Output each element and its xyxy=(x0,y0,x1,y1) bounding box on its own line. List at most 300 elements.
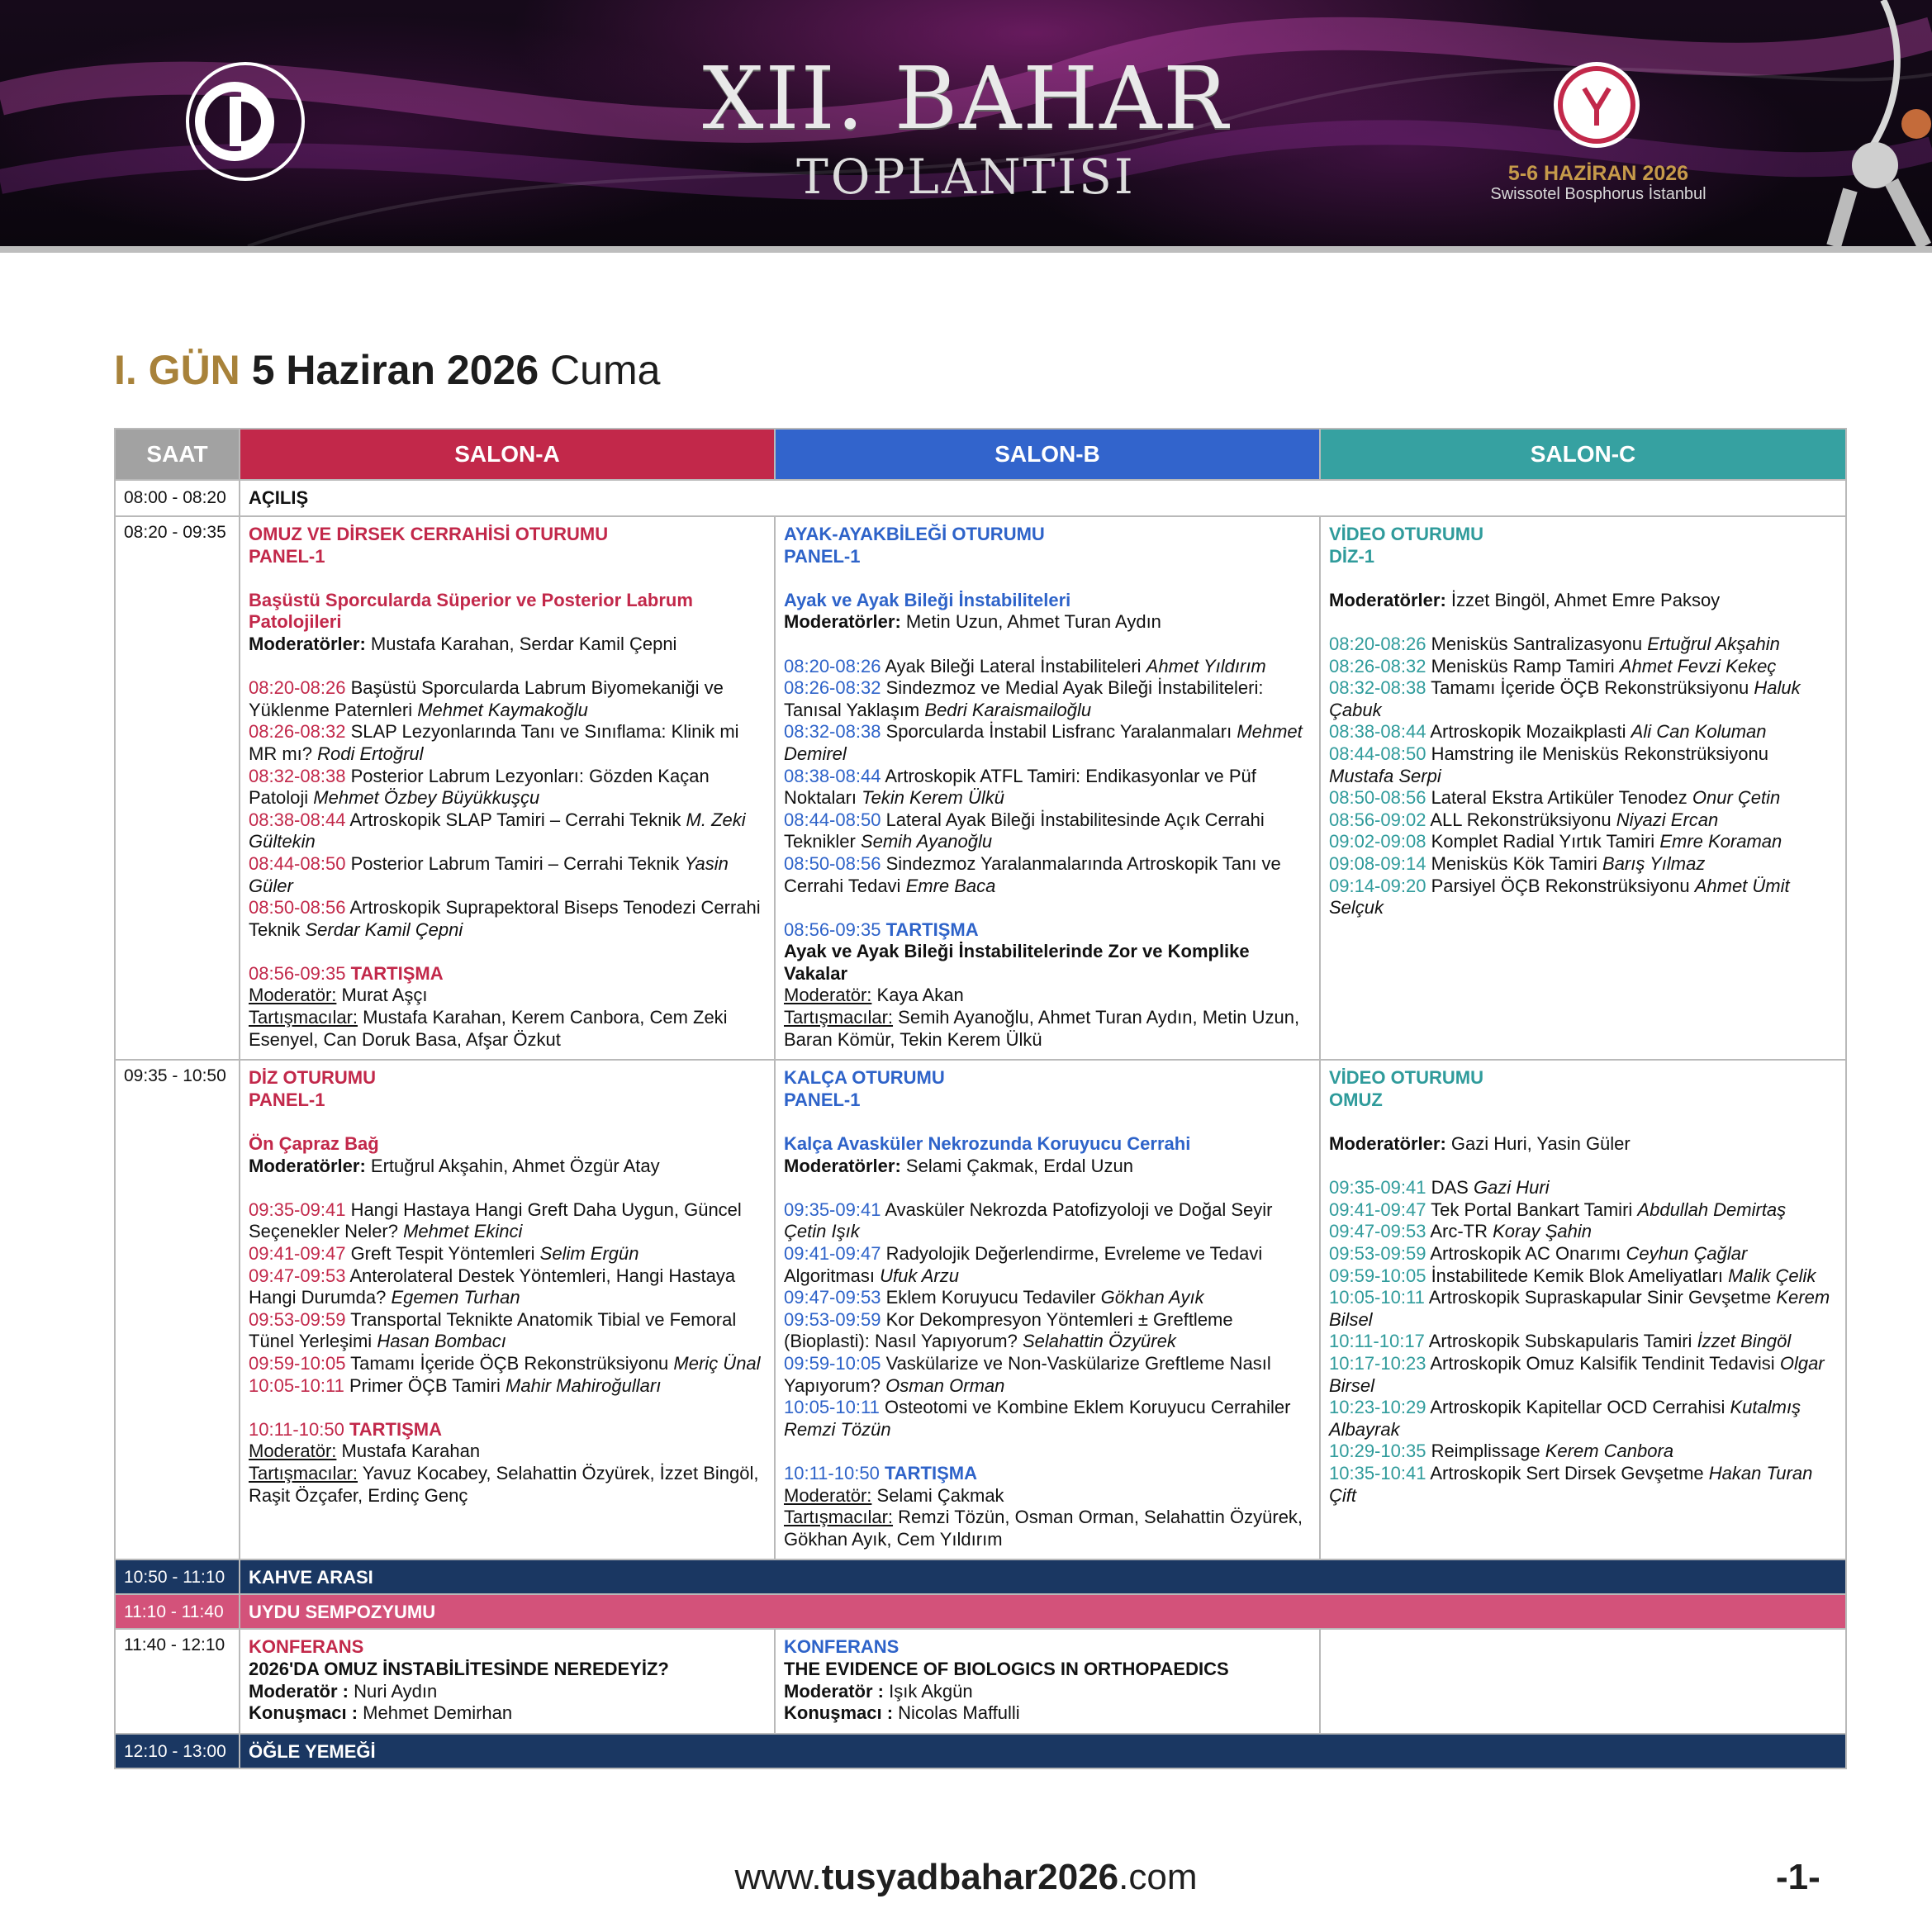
talk-time: 08:20-08:26 xyxy=(784,655,881,676)
talk-speaker: Bedri Karaismailoğlu xyxy=(924,699,1092,720)
talk-speaker: Mahir Mahiroğulları xyxy=(506,1374,662,1396)
talk-time: 09:35-09:41 xyxy=(249,1199,346,1220)
block1-salon-a-cell xyxy=(240,516,775,1060)
talk-time: 08:50-08:56 xyxy=(1329,787,1426,809)
talk-item xyxy=(1329,831,1837,853)
moderator-name: Kaya Akan xyxy=(876,985,964,1006)
talk-time: 10:05-10:11 xyxy=(784,1397,880,1418)
talk-time: 10:17-10:23 xyxy=(1329,1352,1426,1374)
panelists-label: Tartışmacılar: xyxy=(784,1007,894,1028)
konferans-salon-c-cell xyxy=(1320,1629,1846,1733)
session-moderators xyxy=(1329,1133,1837,1156)
talk-time: 09:02-09:08 xyxy=(1329,831,1426,852)
talk-title: Lateral Ekstra Artiküler Tenodez xyxy=(1431,787,1688,809)
discussion-panelists xyxy=(249,1463,766,1507)
moderator-name: Nuri Aydın xyxy=(354,1680,438,1702)
talk-item xyxy=(784,1199,1311,1243)
talk-item xyxy=(249,1375,766,1398)
talk-speaker: Ufuk Arzu xyxy=(880,1265,959,1286)
talk-time: 09:35-09:41 xyxy=(1329,1177,1426,1199)
talk-title: Artroskopik Subskapularis Tamiri xyxy=(1428,1331,1692,1352)
talk-title: Artroskopik Mozaikplasti xyxy=(1430,721,1626,743)
talk-title: Hangi Hastaya Hangi Greft Daha Uygun, Güncel Seçenekler Neler? xyxy=(249,1199,742,1242)
talk-time: 09:53-09:59 xyxy=(1329,1243,1426,1264)
talk-title: Sporcularda İnstabil Lisfranc Yaralanmaları xyxy=(885,721,1232,743)
talk-speaker: Meriç Ünal xyxy=(673,1352,761,1374)
talk-title: Arc-TR xyxy=(1430,1221,1488,1242)
talk-title: Avasküler Nekrozda Patofizyoloji ve Doğal Seyir xyxy=(885,1199,1273,1220)
talk-time: 09:41-09:47 xyxy=(249,1243,346,1264)
talk-time: 09:35-09:41 xyxy=(784,1199,881,1220)
talk-time: 08:38-08:44 xyxy=(1329,721,1426,743)
talk-title: Hamstring ile Menisküs Rekonstrüksiyonu xyxy=(1431,743,1768,764)
talk-title: SLAP Lezyonlarında Tanı ve Sınıflama: Klinik mi MR mı? xyxy=(249,721,739,764)
talk-time: 08:26-08:32 xyxy=(784,677,881,699)
event-date: 5-6 HAZİRAN 2026 xyxy=(1507,162,1689,185)
konferans-title: 2026'DA OMUZ İNSTABİLİTESİNDE NEREDEYİZ? xyxy=(249,1658,669,1679)
discussion-moderator xyxy=(249,985,766,1007)
talk-time: 08:56-09:02 xyxy=(1329,809,1426,830)
session-panel: PANEL-1 xyxy=(784,1089,861,1110)
speaker-label: Konuşmacı : xyxy=(784,1702,894,1724)
talk-item xyxy=(1329,677,1837,721)
talk-speaker: Osman Orman xyxy=(885,1374,1005,1396)
talk-time: 09:08-09:14 xyxy=(1329,852,1426,874)
panelists-names: Semih Ayanoğlu, Ahmet Turan Aydın, Metin Uzun, Baran Kömür, Tekin Kerem Ülkü xyxy=(784,1007,1300,1050)
block2-salon-a-cell xyxy=(240,1060,775,1559)
row-kahve-arasi xyxy=(115,1559,1846,1594)
panelists-label: Tartışmacılar: xyxy=(249,1462,358,1483)
session-title: VİDEO OTURUMU xyxy=(1329,524,1483,544)
spacer xyxy=(784,634,1311,656)
talk-item xyxy=(249,809,766,853)
discussion-heading xyxy=(784,1463,1311,1485)
talk-item xyxy=(1329,656,1837,678)
header-salon-a: SALON-A xyxy=(240,429,775,480)
talk-time: 08:50-08:56 xyxy=(249,897,346,919)
talk-time: 08:38-08:44 xyxy=(784,765,881,786)
panelists-label: Tartışmacılar: xyxy=(249,1007,358,1028)
konferans-speaker xyxy=(784,1702,1311,1725)
session-title: DİZ OTURUMU xyxy=(249,1067,376,1089)
time-cell: 11:10 - 11:40 xyxy=(115,1594,240,1629)
schedule-table xyxy=(114,428,1847,1769)
moderator-label: Moderatör: xyxy=(784,1484,872,1506)
talk-item xyxy=(249,721,766,765)
talk-time: 09:59-10:05 xyxy=(784,1352,881,1374)
talk-time: 08:20-08:26 xyxy=(1329,633,1426,654)
moderator-label: Moderatör : xyxy=(784,1680,884,1702)
talk-item xyxy=(784,1287,1311,1309)
talk-title: Tamamı İçeride ÖÇB Rekonstrüksiyonu xyxy=(350,1352,669,1374)
talk-speaker: Ceyhun Çağlar xyxy=(1626,1243,1748,1264)
spacer xyxy=(249,1177,766,1199)
day-number: I. GÜN xyxy=(114,347,240,393)
spacer xyxy=(249,941,766,963)
talk-title: Reimplissage xyxy=(1431,1441,1540,1462)
row-uydu-sempozyumu xyxy=(115,1594,1846,1629)
talk-speaker: Emre Baca xyxy=(905,875,996,896)
session-moderators xyxy=(249,634,766,656)
konferans-moderator xyxy=(249,1681,766,1703)
talk-title: Artroskopik Kapitellar OCD Cerrahisi xyxy=(1430,1397,1726,1418)
talk-time: 08:44-08:50 xyxy=(249,852,346,874)
talk-speaker: Kerem Bilsel xyxy=(1329,1287,1830,1330)
session-topic: Başüstü Sporcularda Süperior ve Posterior Labrum Patolojileri xyxy=(249,589,693,633)
talk-time: 09:47-09:53 xyxy=(784,1287,881,1308)
talk-item xyxy=(1329,1287,1837,1331)
speaker-name: Nicolas Maffulli xyxy=(898,1702,1020,1724)
moderators-label: Moderatörler: xyxy=(1329,1133,1446,1155)
talk-item xyxy=(1329,787,1837,809)
talk-time: 08:50-08:56 xyxy=(784,852,881,874)
talk-title: Artroskopik Supraskapular Sinir Gevşetme xyxy=(1428,1287,1772,1308)
talk-time: 09:53-09:59 xyxy=(784,1308,881,1330)
acilis-label: AÇILIŞ xyxy=(240,480,1846,516)
discussion-label: TARTIŞMA xyxy=(884,1462,977,1483)
talk-title: Artroskopik Suprapektoral Biseps Tenodezi Cerrahi Teknik xyxy=(249,897,761,940)
panelists-label: Tartışmacılar: xyxy=(784,1507,894,1528)
spacer xyxy=(1329,567,1837,590)
row-block1 xyxy=(115,516,1846,1060)
session-moderators xyxy=(784,611,1311,634)
talk-title: Lateral Ayak Bileği İnstabilitesinde Açık Cerrahi Teknikler xyxy=(784,809,1265,852)
talk-speaker: Semih Ayanoğlu xyxy=(860,831,993,852)
session-title: AYAK-AYAKBİLEĞİ OTURUMU xyxy=(784,524,1045,544)
talk-speaker: Onur Çetin xyxy=(1692,787,1781,809)
discussion-panelists xyxy=(784,1507,1311,1550)
talk-speaker: Selahattin Özyürek xyxy=(1022,1331,1176,1352)
row-acilis xyxy=(115,480,1846,516)
talk-speaker: Yasin Güler xyxy=(249,852,729,896)
speaker-label: Konuşmacı : xyxy=(249,1702,358,1724)
discussion-panelists xyxy=(784,1007,1311,1051)
discussion-time: 08:56-09:35 xyxy=(249,962,346,984)
moderators-names: Ertuğrul Akşahin, Ahmet Özgür Atay xyxy=(370,1155,660,1176)
moderators-label: Moderatörler: xyxy=(784,1155,901,1176)
talk-item xyxy=(1329,634,1837,656)
spacer xyxy=(784,567,1311,590)
talk-time: 09:59-10:05 xyxy=(249,1352,346,1374)
talk-speaker: Niyazi Ercan xyxy=(1616,809,1719,830)
block2-salon-b-cell xyxy=(775,1060,1320,1559)
moderators-names: Metin Uzun, Ahmet Turan Aydın xyxy=(905,611,1161,633)
talk-title: Vaskülarize ve Non-Vaskülarize Greftleme Nasıl Yapıyorum? xyxy=(784,1352,1271,1396)
talk-item xyxy=(784,656,1311,678)
spacer xyxy=(784,897,1311,919)
session-moderators xyxy=(1329,590,1837,612)
discussion-topic: Ayak ve Ayak Bileği İnstabilitelerinde Zor ve Komplike Vakalar xyxy=(784,941,1250,984)
talk-title: Transportal Teknikte Anatomik Tibial ve Femoral Tünel Yerleşimi xyxy=(249,1308,737,1352)
talk-time: 10:05-10:11 xyxy=(249,1374,344,1396)
talk-speaker: M. Zeki Gültekin xyxy=(249,809,746,852)
moderator-label: Moderatör: xyxy=(249,1441,337,1462)
header-saat: SAAT xyxy=(115,429,240,480)
event-venue: Swissotel Bosphorus İstanbul xyxy=(1490,185,1707,203)
session-topic: Ayak ve Ayak Bileği İnstabiliteleri xyxy=(784,589,1071,610)
talk-item xyxy=(1329,1441,1837,1463)
moderator-name: Işık Akgün xyxy=(889,1680,973,1702)
talk-title: Eklem Koruyucu Tedaviler xyxy=(885,1287,1096,1308)
konferans-title: THE EVIDENCE OF BIOLOGICS IN ORTHOPAEDICS xyxy=(784,1658,1229,1679)
url-domain: tusyadbahar2026 xyxy=(821,1857,1119,1897)
talk-item xyxy=(249,897,766,941)
konferans-salon-b-cell xyxy=(775,1629,1320,1733)
day-heading xyxy=(114,345,660,395)
time-cell: 12:10 - 13:00 xyxy=(115,1734,240,1768)
talk-item xyxy=(784,1309,1311,1353)
talk-item xyxy=(249,1353,766,1375)
talk-speaker: Hakan Turan Çift xyxy=(1329,1462,1813,1506)
time-cell: 11:40 - 12:10 xyxy=(115,1629,240,1733)
konferans-salon-a-cell xyxy=(240,1629,775,1733)
talk-item xyxy=(1329,1221,1837,1243)
session-panel: DİZ-1 xyxy=(1329,545,1374,567)
page-number: -1- xyxy=(1776,1857,1820,1897)
talk-speaker: Mustafa Serpi xyxy=(1329,765,1441,786)
panelists-names: Yavuz Kocabey, Selahattin Özyürek, İzzet Bingöl, Raşit Özçafer, Erdinç Genç xyxy=(249,1462,759,1506)
spacer xyxy=(1329,611,1837,634)
discussion-time: 10:11-10:50 xyxy=(249,1418,344,1440)
talk-title: Anterolateral Destek Yöntemleri, Hangi Hastaya Hangi Durumda? xyxy=(249,1265,736,1308)
kahve-label: KAHVE ARASI xyxy=(240,1559,1846,1594)
spacer xyxy=(249,567,766,590)
session-topic: Kalça Avasküler Nekrozunda Koruyucu Cerrahi xyxy=(784,1133,1191,1155)
talk-speaker: Ahmet Fevzi Kekeç xyxy=(1619,655,1777,676)
talk-time: 08:32-08:38 xyxy=(1329,677,1426,699)
moderator-label: Moderatör: xyxy=(249,985,337,1006)
talk-item xyxy=(1329,721,1837,743)
banner-bottom-stripe xyxy=(0,246,1932,253)
event-subtitle: TOPLANTISI xyxy=(796,149,1136,205)
day-weekday: Cuma xyxy=(550,347,661,393)
talk-title: Tek Portal Bankart Tamiri xyxy=(1431,1199,1633,1220)
talk-speaker: Malik Çelik xyxy=(1728,1265,1816,1286)
row-konferans xyxy=(115,1629,1846,1733)
spacer xyxy=(784,1111,1311,1133)
talk-title: İnstabilitede Kemik Blok Ameliyatları xyxy=(1431,1265,1723,1286)
talk-item xyxy=(1329,1177,1837,1199)
talk-time: 09:41-09:47 xyxy=(1329,1199,1426,1220)
talk-item xyxy=(1329,743,1837,787)
talk-time: 09:59-10:05 xyxy=(1329,1265,1426,1286)
session-moderators xyxy=(249,1156,766,1178)
discussion-label: TARTIŞMA xyxy=(349,1418,442,1440)
uydu-label: UYDU SEMPOZYUMU xyxy=(240,1594,1846,1629)
row-block2 xyxy=(115,1060,1846,1559)
moderators-label: Moderatörler: xyxy=(1329,589,1446,610)
discussion-heading xyxy=(249,963,766,985)
talk-speaker: Gökhan Ayık xyxy=(1100,1287,1204,1308)
moderator-name: Mustafa Karahan xyxy=(341,1441,481,1462)
talk-item xyxy=(784,677,1311,721)
talk-title: Parsiyel ÖÇB Rekonstrüksiyonu xyxy=(1431,875,1690,896)
talk-title: Artroskopik SLAP Tamiri – Cerrahi Teknik xyxy=(349,809,681,830)
time-cell: 08:20 - 09:35 xyxy=(115,516,240,1060)
talk-time: 10:35-10:41 xyxy=(1329,1462,1426,1483)
talk-speaker: Mehmet Ekinci xyxy=(403,1221,523,1242)
talk-time: 09:14-09:20 xyxy=(1329,875,1426,896)
url-suffix: .com xyxy=(1118,1857,1198,1897)
talk-speaker: Ali Can Koluman xyxy=(1631,721,1767,743)
talk-item xyxy=(249,677,766,721)
block1-salon-c-cell xyxy=(1320,516,1846,1060)
talk-item xyxy=(1329,1243,1837,1265)
talk-time: 08:32-08:38 xyxy=(784,721,881,743)
talk-item xyxy=(249,1265,766,1309)
talk-time: 08:44-08:50 xyxy=(784,809,881,830)
session-panel: PANEL-1 xyxy=(249,1089,325,1110)
talk-item xyxy=(1329,1331,1837,1353)
session-topic: Ön Çapraz Bağ xyxy=(249,1133,379,1155)
moderators-label: Moderatörler: xyxy=(784,611,901,633)
talk-time: 08:44-08:50 xyxy=(1329,743,1426,764)
session-title: OMUZ VE DİRSEK CERRAHİSİ OTURUMU xyxy=(249,524,609,544)
talk-time: 09:47-09:53 xyxy=(1329,1221,1426,1242)
talk-title: Menisküs Ramp Tamiri xyxy=(1431,655,1615,676)
talk-title: Ayak Bileği Lateral İnstabiliteleri xyxy=(885,655,1142,676)
talk-speaker: Ahmet Ümit Selçuk xyxy=(1329,875,1790,919)
header-banner xyxy=(0,0,1932,246)
talk-speaker: Tekin Kerem Ülkü xyxy=(862,787,1004,809)
talk-speaker: Koray Şahin xyxy=(1493,1221,1592,1242)
moderators-names: Gazi Huri, Yasin Güler xyxy=(1450,1133,1631,1155)
spacer xyxy=(1329,1156,1837,1178)
talk-item xyxy=(249,853,766,897)
table-header-row xyxy=(115,429,1846,480)
talk-title: Sindezmoz Yaralanmalarında Artroskopik Tanı ve Cerrahi Tedavi xyxy=(784,852,1281,896)
talk-title: Menisküs Kök Tamiri xyxy=(1431,852,1597,874)
talk-speaker: Mehmet Özbey Büyükkuşçu xyxy=(313,787,540,809)
talk-item xyxy=(1329,853,1837,876)
panelists-names: Mustafa Karahan, Kerem Canbora, Cem Zeki Esenyel, Can Doruk Basa, Afşar Özkut xyxy=(249,1007,728,1050)
spacer xyxy=(784,1177,1311,1199)
talk-title: Primer ÖÇB Tamiri xyxy=(349,1374,501,1396)
panelists-names: Remzi Tözün, Osman Orman, Selahattin Özyürek, Gökhan Ayık, Cem Yıldırım xyxy=(784,1507,1303,1550)
talk-speaker: Mehmet Kaymakoğlu xyxy=(417,699,588,720)
moderators-names: Mustafa Karahan, Serdar Kamil Çepni xyxy=(370,633,677,654)
url-prefix: www. xyxy=(734,1857,822,1897)
talk-title: Posterior Labrum Lezyonları: Gözden Kaçan Patoloji xyxy=(249,765,710,809)
moderator-label: Moderatör : xyxy=(249,1680,349,1702)
moderator-label: Moderatör: xyxy=(784,985,872,1006)
time-cell: 09:35 - 10:50 xyxy=(115,1060,240,1559)
spacer xyxy=(1329,1111,1837,1133)
talk-speaker: Abdullah Demirtaş xyxy=(1637,1199,1787,1220)
talk-item xyxy=(784,766,1311,809)
talk-speaker: Gazi Huri xyxy=(1473,1177,1550,1199)
session-title: VİDEO OTURUMU xyxy=(1329,1067,1483,1089)
athlete-figure-image xyxy=(1784,0,1932,246)
session-panel: OMUZ xyxy=(1329,1089,1383,1110)
talk-time: 09:41-09:47 xyxy=(784,1243,881,1264)
discussion-moderator xyxy=(784,1485,1311,1507)
talk-speaker: Haluk Çabuk xyxy=(1329,677,1801,720)
talk-speaker: Emre Koraman xyxy=(1659,831,1782,852)
talk-title: Menisküs Santralizasyonu xyxy=(1431,633,1643,654)
block2-salon-c-cell xyxy=(1320,1060,1846,1559)
talk-time: 08:26-08:32 xyxy=(249,721,346,743)
talk-title: Osteotomi ve Kombine Eklem Koruyucu Cerrahiler xyxy=(884,1397,1291,1418)
talk-speaker: Remzi Tözün xyxy=(784,1418,891,1440)
talk-title: Greft Tespit Yöntemleri xyxy=(350,1243,535,1264)
talk-speaker: Selim Ergün xyxy=(539,1243,639,1264)
session-title: KALÇA OTURUMU xyxy=(784,1067,945,1089)
moderator-name: Murat Aşçı xyxy=(341,985,428,1006)
header-salon-b: SALON-B xyxy=(775,429,1320,480)
talk-title: Artroskopik Omuz Kalsifik Tendinit Tedavisi xyxy=(1430,1352,1775,1374)
moderators-label: Moderatörler: xyxy=(249,1155,366,1176)
discussion-label: TARTIŞMA xyxy=(350,962,444,984)
talk-item xyxy=(784,1397,1311,1441)
talk-time: 10:29-10:35 xyxy=(1329,1441,1426,1462)
talk-item xyxy=(1329,809,1837,832)
spacer xyxy=(784,1441,1311,1463)
talk-item xyxy=(249,1199,766,1243)
talk-item xyxy=(1329,1397,1837,1441)
discussion-time: 10:11-10:50 xyxy=(784,1462,880,1483)
discussion-heading xyxy=(249,1419,766,1441)
talk-speaker: Çetin Işık xyxy=(784,1221,860,1242)
talk-item xyxy=(249,766,766,809)
session-panel: PANEL-1 xyxy=(249,545,325,567)
time-cell: 10:50 - 11:10 xyxy=(115,1559,240,1594)
talk-title: Radyolojik Değerlendirme, Evreleme ve Tedavi Algoritması xyxy=(784,1243,1263,1286)
talk-time: 10:23-10:29 xyxy=(1329,1397,1426,1418)
talk-item xyxy=(1329,1199,1837,1222)
talk-speaker: Barış Yılmaz xyxy=(1602,852,1706,874)
moderator-name: Selami Çakmak xyxy=(876,1484,1004,1506)
footer-website xyxy=(0,1857,1932,1898)
talk-time: 09:47-09:53 xyxy=(249,1265,346,1286)
row-ogle-yemegi xyxy=(115,1734,1846,1768)
discussion-heading xyxy=(784,919,1311,942)
header-salon-c: SALON-C xyxy=(1320,429,1846,480)
moderators-names: İzzet Bingöl, Ahmet Emre Paksoy xyxy=(1450,589,1721,610)
session-moderators xyxy=(784,1156,1311,1178)
talk-speaker: Egemen Turhan xyxy=(391,1287,520,1308)
konferans-moderator xyxy=(784,1681,1311,1703)
talk-speaker: Rodi Ertoğrul xyxy=(317,743,424,764)
talk-speaker: Kerem Canbora xyxy=(1545,1441,1674,1462)
session-panel: PANEL-1 xyxy=(784,545,861,567)
spacer xyxy=(249,1397,766,1419)
talk-time: 08:26-08:32 xyxy=(1329,655,1426,676)
talk-item xyxy=(1329,1353,1837,1397)
talk-item xyxy=(1329,1265,1837,1288)
talk-speaker: Ertuğrul Akşahin xyxy=(1647,633,1780,654)
moderators-names: Selami Çakmak, Erdal Uzun xyxy=(905,1155,1134,1176)
talk-time: 08:38-08:44 xyxy=(249,809,346,830)
konferans-label: KONFERANS xyxy=(784,1636,900,1658)
discussion-moderator xyxy=(784,985,1311,1007)
ogle-label: ÖĞLE YEMEĞİ xyxy=(240,1734,1846,1768)
talk-title: Posterior Labrum Tamiri – Cerrahi Teknik xyxy=(350,852,680,874)
event-title: XII. BAHAR xyxy=(702,48,1230,149)
talk-title: ALL Rekonstrüksiyonu xyxy=(1430,809,1612,830)
talk-speaker: İzzet Bingöl xyxy=(1697,1331,1792,1352)
talk-title: Artroskopik AC Onarımı xyxy=(1430,1243,1621,1264)
talk-item xyxy=(249,1309,766,1353)
konferans-speaker xyxy=(249,1702,766,1725)
talk-title: Artroskopik Sert Dirsek Gevşetme xyxy=(1430,1462,1704,1483)
spacer xyxy=(249,1111,766,1133)
discussion-time: 08:56-09:35 xyxy=(784,919,881,940)
speaker-name: Mehmet Demirhan xyxy=(363,1702,513,1724)
talk-speaker: Mehmet Demirel xyxy=(784,721,1303,764)
day-date: 5 Haziran 2026 xyxy=(251,347,539,393)
talk-speaker: Hasan Bombacı xyxy=(377,1331,506,1352)
